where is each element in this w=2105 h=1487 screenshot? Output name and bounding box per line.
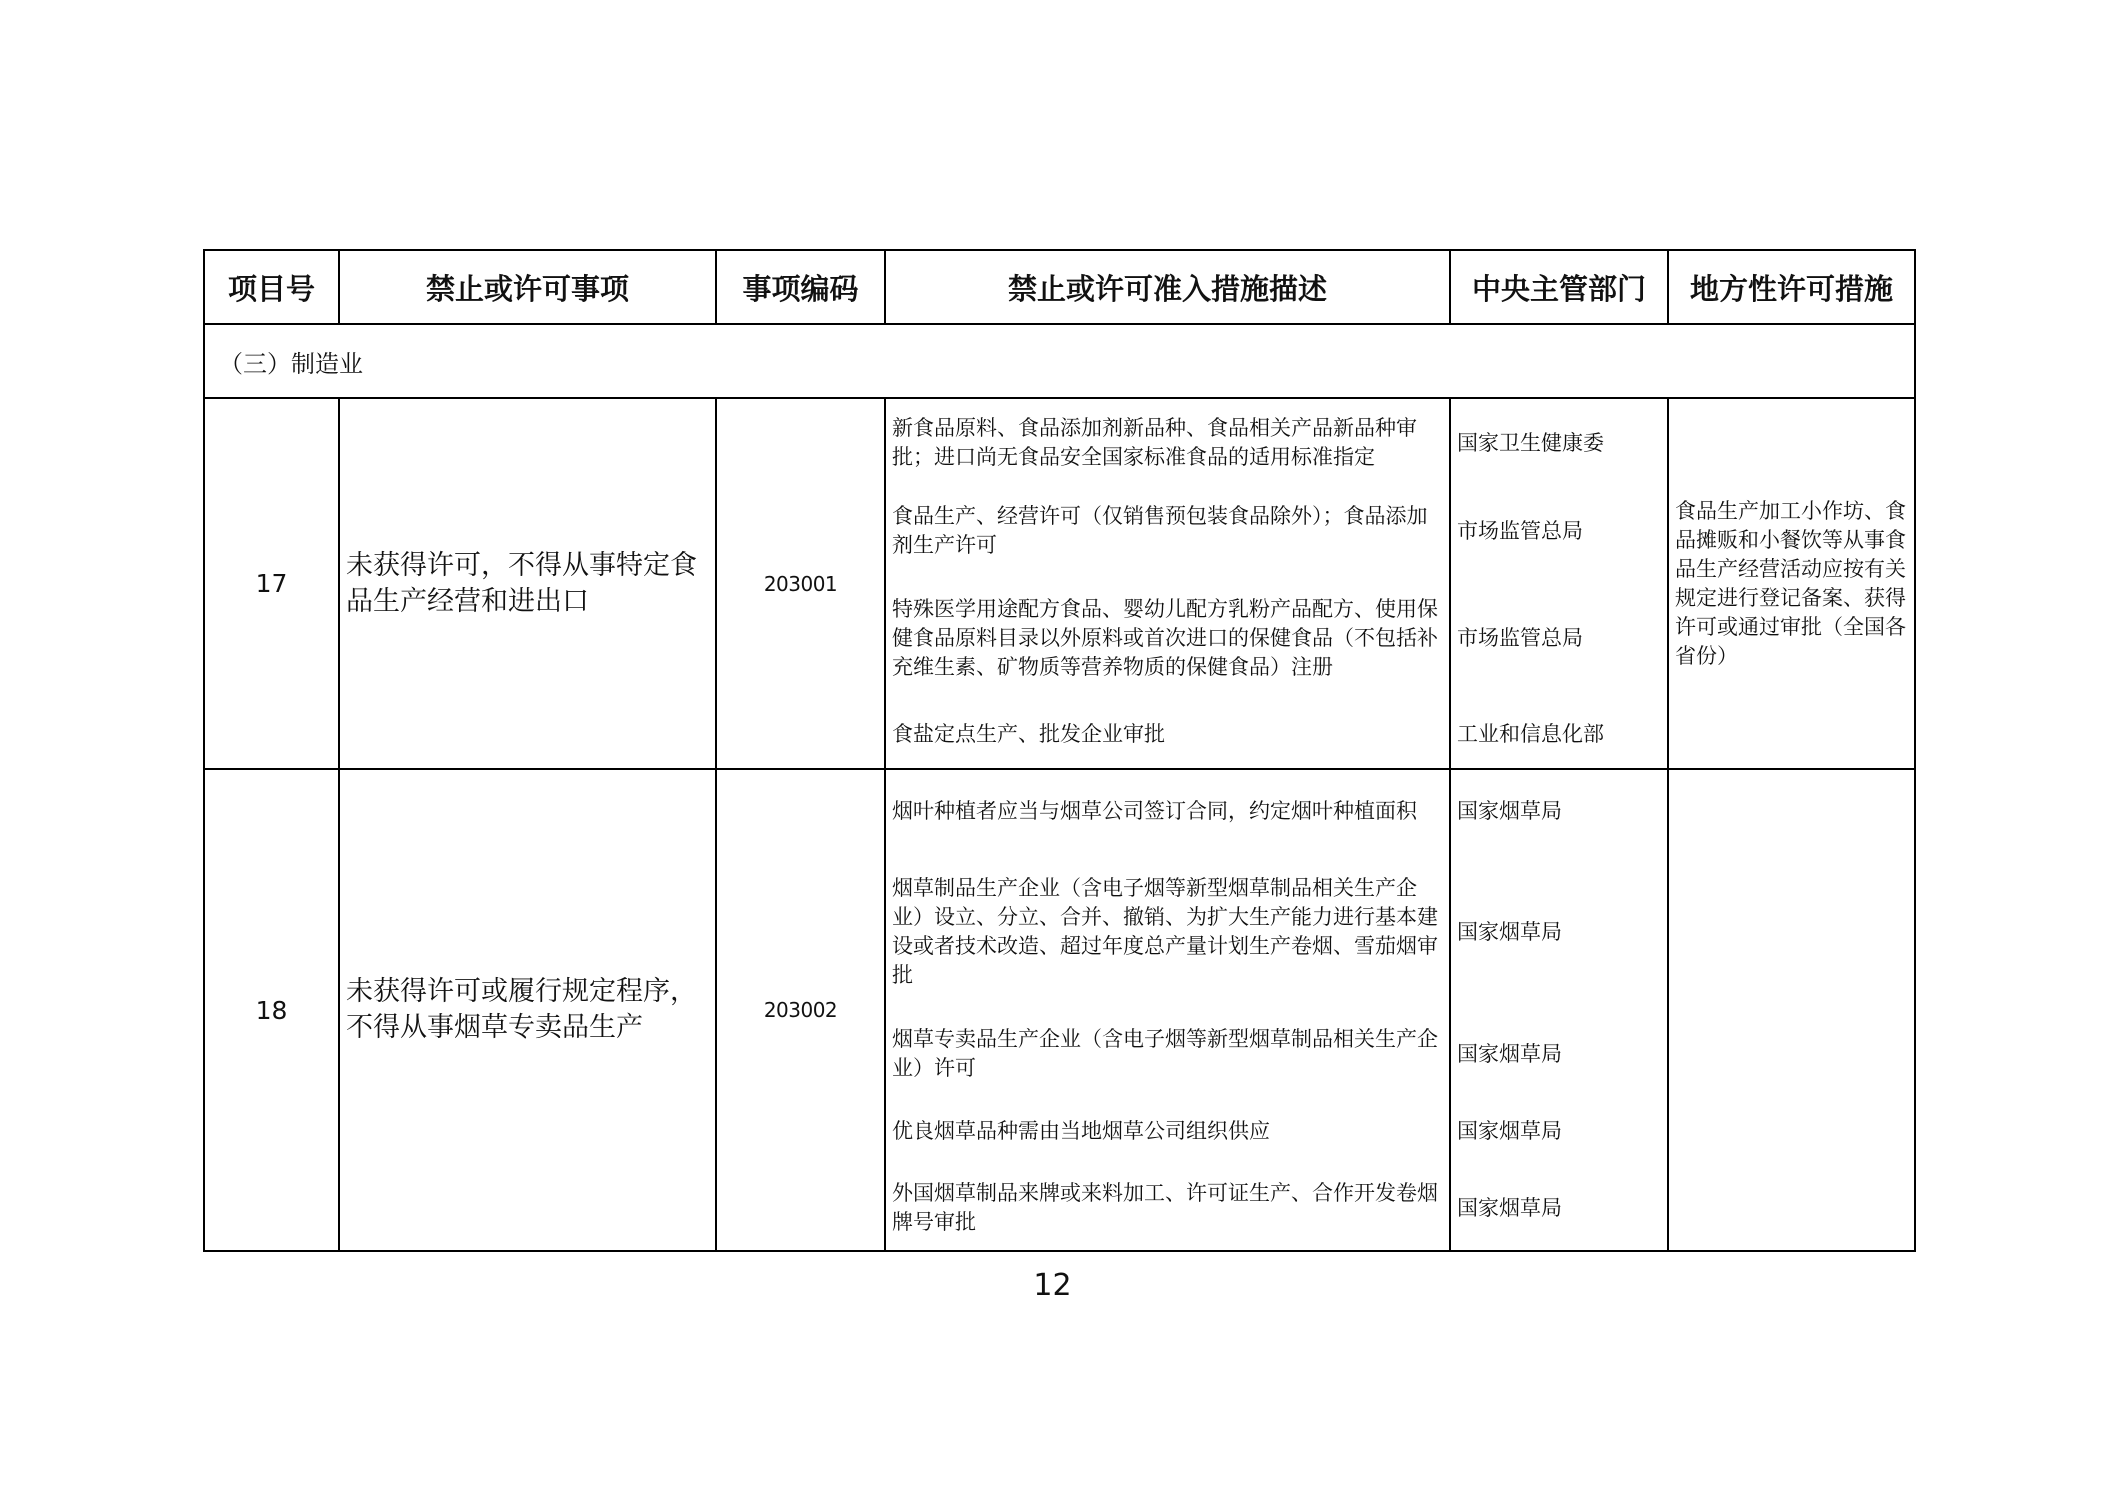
- measure-desc: 外国烟草制品来牌或来料加工、许可证生产、合作开发卷烟牌号审批: [892, 1181, 1438, 1234]
- measure-desc: 食品生产、经营许可（仅销售预包装食品除外）；食品添加剂生产许可: [892, 504, 1428, 557]
- measure-dept: 工业和信息化部: [1457, 722, 1604, 746]
- header-code: 事项编码: [716, 250, 885, 324]
- header-row: [204, 250, 1915, 324]
- measure-dept: 国家烟草局: [1457, 919, 1562, 944]
- measure-desc: 特殊医学用途配方食品、婴幼儿配方乳粉产品配方、使用保健食品原料目录以外原料或首次进口的保健食品（不包括补充维生素、矿物质等营养物质的保健食品）注册: [892, 596, 1438, 679]
- measure-dept: 国家烟草局: [1457, 1041, 1562, 1066]
- row-item: 未获得许可，不得从事特定食品生产经营和进出口: [339, 398, 716, 769]
- row-code: 203001: [716, 398, 885, 769]
- measure-desc: 食盐定点生产、批发企业审批: [892, 722, 1165, 746]
- measure-dept: 国家烟草局: [1457, 798, 1562, 823]
- row-departments: [1450, 769, 1668, 1251]
- measure-desc: 烟叶种植者应当与烟草公司签订合同，约定烟叶种植面积: [892, 798, 1417, 823]
- measure-desc: 优良烟草品种需由当地烟草公司组织供应: [892, 1118, 1270, 1143]
- measure-desc: 烟草制品生产企业（含电子烟等新型烟草制品相关生产企业）设立、分立、合并、撤销、为扩大生产能力进行基本建设或者技术改造、超过年度总产量计划生产卷烟、雪茄烟审批: [892, 876, 1438, 987]
- row-local-measures: [1668, 769, 1915, 1251]
- header-department: 中央主管部门: [1450, 250, 1668, 324]
- row-id: 18: [204, 769, 339, 1251]
- measure-desc: 烟草专卖品生产企业（含电子烟等新型烟草制品相关生产企业）许可: [892, 1027, 1438, 1080]
- measure-dept: 国家烟草局: [1457, 1195, 1562, 1220]
- header-description: 禁止或许可准入措施描述: [885, 250, 1450, 324]
- measure-desc: 新食品原料、食品添加剂新品种、食品相关产品新品种审批；进口尚无食品安全国家标准食品的适用标准指定: [892, 416, 1417, 469]
- measure-dept: 市场监管总局: [1457, 518, 1583, 543]
- table-row: [204, 769, 1915, 1251]
- header-local-measures: 地方性许可措施: [1668, 250, 1915, 324]
- row-descriptions: [885, 769, 1450, 1251]
- row-id: 17: [204, 398, 339, 769]
- header-id: 项目号: [204, 250, 339, 324]
- table-row: [204, 398, 1915, 769]
- row-item: 未获得许可或履行规定程序，不得从事烟草专卖品生产: [339, 769, 716, 1251]
- permit-table: [203, 249, 1916, 1252]
- measure-dept: 国家卫生健康委: [1457, 430, 1604, 455]
- header-item: 禁止或许可事项: [339, 250, 716, 324]
- section-row: [204, 324, 1915, 398]
- row-local-measures: 食品生产加工小作坊、食品摊贩和小餐饮等从事食品生产经营活动应按有关规定进行登记备案、获得许可或通过审批（全国各省份）: [1668, 398, 1915, 769]
- measure-dept: 市场监管总局: [1457, 625, 1583, 650]
- row-departments: [1450, 398, 1668, 769]
- page-number: 12: [1033, 1268, 1072, 1303]
- measure-dept: 国家烟草局: [1457, 1118, 1562, 1143]
- section-title: （三）制造业: [204, 324, 1915, 398]
- row-descriptions: [885, 398, 1450, 769]
- row-code: 203002: [716, 769, 885, 1251]
